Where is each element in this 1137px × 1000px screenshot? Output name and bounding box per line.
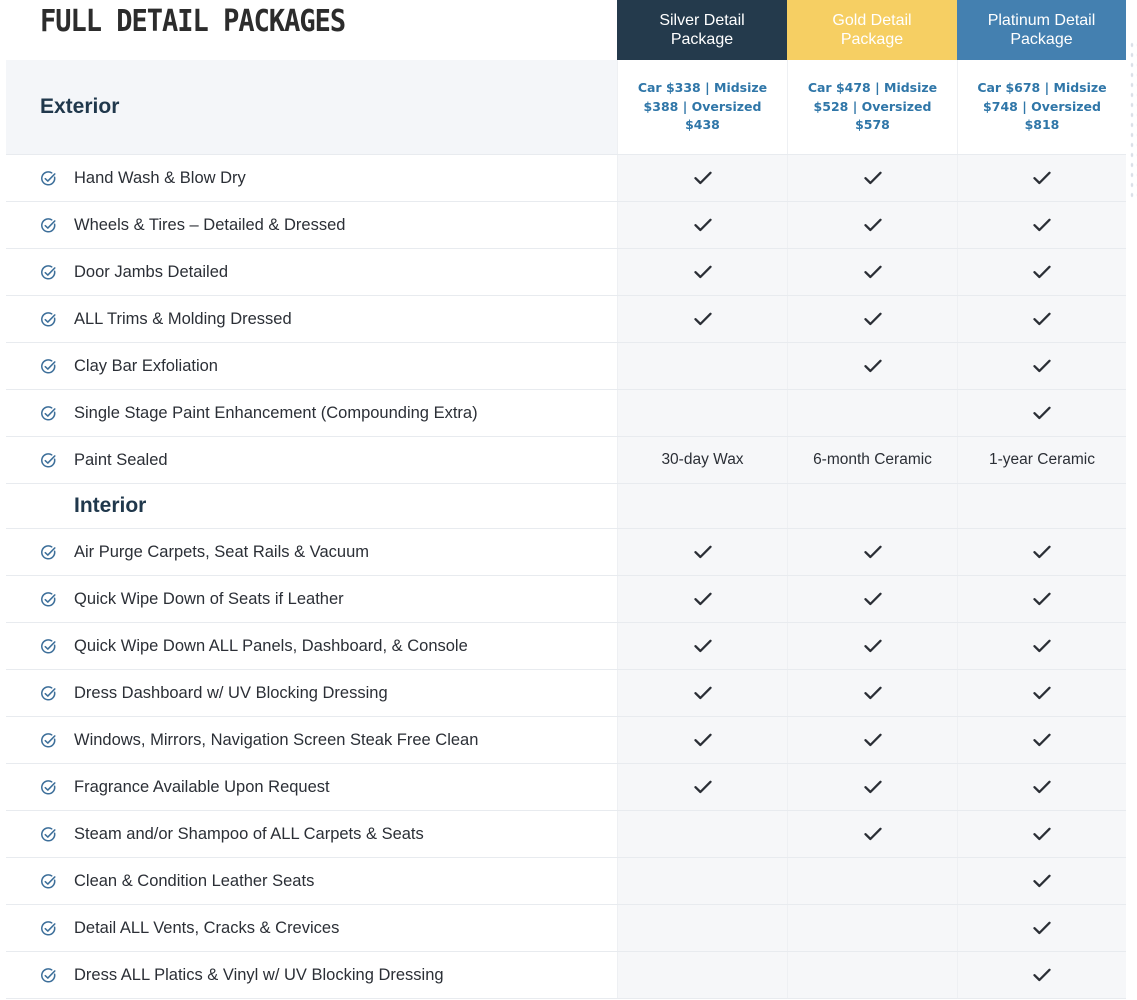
platinum-package-cell bbox=[957, 717, 1126, 763]
feature-item bbox=[40, 872, 314, 891]
gold-package-cell bbox=[787, 576, 957, 622]
interior-feature-list bbox=[6, 529, 1126, 999]
feature-cell bbox=[6, 390, 617, 436]
checkmark-icon bbox=[1033, 968, 1051, 982]
checkmark-icon bbox=[1033, 639, 1051, 653]
feature-item bbox=[40, 543, 369, 562]
circle-check-icon bbox=[40, 591, 57, 608]
gold-package-cell bbox=[787, 858, 957, 904]
exterior-feature-row bbox=[6, 390, 1126, 437]
checkmark-icon bbox=[1033, 218, 1051, 232]
gold-package-cell bbox=[787, 390, 957, 436]
feature-label: Hand Wash & Blow Dry bbox=[74, 168, 246, 187]
exterior-feature-row bbox=[6, 249, 1126, 296]
gold-package-header: Gold Detail Package bbox=[787, 0, 957, 60]
feature-label: Wheels & Tires – Detailed & Dressed bbox=[74, 215, 346, 234]
feature-cell bbox=[6, 296, 617, 342]
exterior-feature-list bbox=[6, 155, 1126, 484]
checkmark-icon bbox=[694, 592, 712, 606]
gold-package-cell bbox=[787, 952, 957, 998]
silver-package-cell bbox=[617, 623, 787, 669]
gold-package-cell bbox=[787, 437, 957, 483]
silver-package-cell bbox=[617, 764, 787, 810]
checkmark-icon bbox=[864, 312, 882, 326]
silver-package-cell bbox=[617, 343, 787, 389]
feature-label: Paint Sealed bbox=[74, 450, 168, 469]
feature-cell bbox=[6, 202, 617, 248]
gold-package-cell bbox=[787, 155, 957, 201]
checkmark-icon bbox=[694, 312, 712, 326]
exterior-feature-row bbox=[6, 437, 1126, 484]
feature-label: ALL Trims & Molding Dressed bbox=[74, 309, 292, 328]
checkmark-icon bbox=[694, 265, 712, 279]
feature-item bbox=[40, 169, 246, 188]
feature-label: Quick Wipe Down ALL Panels, Dashboard, & Console bbox=[74, 636, 468, 655]
interior-feature-row bbox=[6, 952, 1126, 999]
feature-item bbox=[40, 451, 168, 470]
platinum-package-cell bbox=[957, 576, 1126, 622]
checkmark-icon bbox=[864, 639, 882, 653]
circle-check-icon bbox=[40, 826, 57, 843]
feature-cell bbox=[6, 437, 617, 483]
checkmark-icon bbox=[694, 733, 712, 747]
gold-paint-sealant-value: 6-month Ceramic bbox=[813, 451, 932, 468]
checkmark-icon bbox=[1033, 874, 1051, 888]
checkmark-icon bbox=[1033, 545, 1051, 559]
silver-package-cell bbox=[617, 905, 787, 951]
platinum-package-cell bbox=[957, 670, 1126, 716]
gold-package-cell bbox=[787, 905, 957, 951]
checkmark-icon bbox=[864, 780, 882, 794]
feature-label: Door Jambs Detailed bbox=[74, 262, 229, 281]
checkmark-icon bbox=[864, 359, 882, 373]
exterior-heading: Exterior bbox=[40, 95, 120, 118]
platinum-package-cell bbox=[957, 249, 1126, 295]
feature-cell bbox=[6, 576, 617, 622]
feature-label: Windows, Mirrors, Navigation Screen Steak Free Clean bbox=[74, 730, 479, 749]
checkmark-icon bbox=[864, 733, 882, 747]
circle-check-icon bbox=[40, 405, 57, 422]
platinum-package-cell bbox=[957, 623, 1126, 669]
feature-label: Air Purge Carpets, Seat Rails & Vacuum bbox=[74, 542, 369, 561]
checkmark-icon bbox=[864, 827, 882, 841]
checkmark-icon bbox=[1033, 827, 1051, 841]
interior-heading: Interior bbox=[74, 494, 147, 517]
feature-item bbox=[40, 825, 424, 844]
silver-package-cell bbox=[617, 529, 787, 575]
silver-package-cell bbox=[617, 811, 787, 857]
silver-package-cell bbox=[617, 576, 787, 622]
checkmark-icon bbox=[864, 218, 882, 232]
circle-check-icon bbox=[40, 264, 57, 281]
platinum-package-cell bbox=[957, 529, 1126, 575]
feature-item bbox=[40, 590, 344, 609]
silver-package-cell bbox=[617, 155, 787, 201]
checkmark-icon bbox=[694, 218, 712, 232]
feature-item bbox=[40, 216, 345, 235]
interior-feature-row bbox=[6, 811, 1126, 858]
feature-item bbox=[40, 310, 292, 329]
feature-item bbox=[40, 263, 228, 282]
platinum-package-cell bbox=[957, 343, 1126, 389]
platinum-package-cell bbox=[957, 811, 1126, 857]
silver-package-cell bbox=[617, 202, 787, 248]
feature-cell bbox=[6, 529, 617, 575]
interior-feature-row bbox=[6, 670, 1126, 717]
feature-cell bbox=[6, 249, 617, 295]
feature-label: Clean & Condition Leather Seats bbox=[74, 871, 315, 890]
exterior-feature-row bbox=[6, 296, 1126, 343]
checkmark-icon bbox=[1033, 265, 1051, 279]
feature-label: Fragrance Available Upon Request bbox=[74, 777, 330, 796]
platinum-package-cell bbox=[957, 764, 1126, 810]
silver-package-cell bbox=[617, 390, 787, 436]
platinum-empty-cell bbox=[957, 484, 1126, 528]
feature-cell bbox=[6, 905, 617, 951]
feature-cell bbox=[6, 717, 617, 763]
silver-package-cell bbox=[617, 249, 787, 295]
silver-package-cell bbox=[617, 858, 787, 904]
exterior-feature-row bbox=[6, 343, 1126, 390]
silver-package-cell bbox=[617, 437, 787, 483]
circle-check-icon bbox=[40, 967, 57, 984]
circle-check-icon bbox=[40, 358, 57, 375]
feature-label: Steam and/or Shampoo of ALL Carpets & Seats bbox=[74, 824, 424, 843]
interior-feature-row bbox=[6, 623, 1126, 670]
gold-package-cell bbox=[787, 670, 957, 716]
gold-package-cell bbox=[787, 202, 957, 248]
gold-empty-cell bbox=[787, 484, 957, 528]
feature-item bbox=[40, 778, 330, 797]
feature-label: Quick Wipe Down of Seats if Leather bbox=[74, 589, 344, 608]
circle-check-icon bbox=[40, 170, 57, 187]
silver-package-header: Silver Detail Package bbox=[617, 0, 787, 60]
feature-label: Dress Dashboard w/ UV Blocking Dressing bbox=[74, 683, 388, 702]
circle-check-icon bbox=[40, 732, 57, 749]
gold-package-cell bbox=[787, 717, 957, 763]
checkmark-icon bbox=[1033, 406, 1051, 420]
gold-package-cell bbox=[787, 764, 957, 810]
checkmark-icon bbox=[1033, 312, 1051, 326]
feature-label: Single Stage Paint Enhancement (Compounding Extra) bbox=[74, 403, 478, 422]
feature-label: Detail ALL Vents, Cracks & Crevices bbox=[74, 918, 340, 937]
platinum-package-cell bbox=[957, 155, 1126, 201]
platinum-package-cell bbox=[957, 437, 1126, 483]
feature-cell bbox=[6, 623, 617, 669]
checkmark-icon bbox=[1033, 359, 1051, 373]
silver-empty-cell bbox=[617, 484, 787, 528]
interior-heading-cell bbox=[6, 484, 617, 528]
gold-price: Car $478 | Midsize $528 | Oversized $578 bbox=[787, 60, 957, 154]
exterior-heading-cell bbox=[6, 60, 617, 154]
gold-package-cell bbox=[787, 811, 957, 857]
platinum-price: Car $678 | Midsize $748 | Oversized $818 bbox=[957, 60, 1126, 154]
checkmark-icon bbox=[864, 265, 882, 279]
interior-feature-row bbox=[6, 858, 1126, 905]
pricing-table bbox=[6, 0, 1126, 999]
feature-item bbox=[40, 919, 339, 938]
circle-check-icon bbox=[40, 873, 57, 890]
feature-item bbox=[40, 731, 478, 750]
interior-feature-row bbox=[6, 717, 1126, 764]
exterior-feature-row bbox=[6, 155, 1126, 202]
feature-item bbox=[40, 684, 388, 703]
interior-heading-row bbox=[6, 484, 1126, 529]
checkmark-icon bbox=[694, 686, 712, 700]
feature-cell bbox=[6, 952, 617, 998]
platinum-package-cell bbox=[957, 390, 1126, 436]
circle-check-icon bbox=[40, 638, 57, 655]
gold-package-cell bbox=[787, 623, 957, 669]
silver-package-cell bbox=[617, 717, 787, 763]
checkmark-icon bbox=[694, 545, 712, 559]
checkmark-icon bbox=[1033, 686, 1051, 700]
page-title-cell bbox=[6, 0, 617, 60]
feature-item bbox=[40, 404, 478, 423]
checkmark-icon bbox=[864, 171, 882, 185]
feature-cell bbox=[6, 155, 617, 201]
platinum-package-cell bbox=[957, 202, 1126, 248]
circle-check-icon bbox=[40, 544, 57, 561]
checkmark-icon bbox=[1033, 921, 1051, 935]
gold-package-cell bbox=[787, 343, 957, 389]
feature-item bbox=[40, 357, 218, 376]
circle-check-icon bbox=[40, 685, 57, 702]
exterior-feature-row bbox=[6, 202, 1126, 249]
interior-feature-row bbox=[6, 529, 1126, 576]
feature-item bbox=[40, 966, 444, 985]
decorative-dots bbox=[1129, 40, 1137, 200]
feature-cell bbox=[6, 858, 617, 904]
checkmark-icon bbox=[694, 171, 712, 185]
checkmark-icon bbox=[864, 545, 882, 559]
platinum-package-cell bbox=[957, 905, 1126, 951]
interior-feature-row bbox=[6, 905, 1126, 952]
page-title: FULL DETAIL PACKAGES bbox=[40, 4, 346, 39]
interior-feature-row bbox=[6, 764, 1126, 811]
silver-package-cell bbox=[617, 952, 787, 998]
feature-cell bbox=[6, 670, 617, 716]
silver-package-cell bbox=[617, 670, 787, 716]
circle-check-icon bbox=[40, 779, 57, 796]
silver-paint-sealant-value: 30-day Wax bbox=[661, 451, 744, 468]
checkmark-icon bbox=[1033, 171, 1051, 185]
circle-check-icon bbox=[40, 311, 57, 328]
checkmark-icon bbox=[694, 639, 712, 653]
gold-package-cell bbox=[787, 296, 957, 342]
platinum-package-cell bbox=[957, 952, 1126, 998]
platinum-paint-sealant-value: 1-year Ceramic bbox=[989, 451, 1095, 468]
checkmark-icon bbox=[694, 780, 712, 794]
checkmark-icon bbox=[1033, 592, 1051, 606]
checkmark-icon bbox=[864, 686, 882, 700]
silver-package-cell bbox=[617, 296, 787, 342]
feature-label: Dress ALL Platics & Vinyl w/ UV Blocking Dressing bbox=[74, 965, 444, 984]
feature-item bbox=[40, 637, 468, 656]
feature-label: Clay Bar Exfoliation bbox=[74, 356, 218, 375]
gold-package-cell bbox=[787, 529, 957, 575]
feature-cell bbox=[6, 343, 617, 389]
circle-check-icon bbox=[40, 920, 57, 937]
header-row bbox=[6, 0, 1126, 60]
silver-price: Car $338 | Midsize $388 | Oversized $438 bbox=[617, 60, 787, 154]
price-row bbox=[6, 60, 1126, 155]
feature-cell bbox=[6, 764, 617, 810]
feature-cell bbox=[6, 811, 617, 857]
circle-check-icon bbox=[40, 217, 57, 234]
checkmark-icon bbox=[1033, 733, 1051, 747]
gold-package-cell bbox=[787, 249, 957, 295]
platinum-package-cell bbox=[957, 858, 1126, 904]
circle-check-icon bbox=[40, 452, 57, 469]
platinum-package-cell bbox=[957, 296, 1126, 342]
platinum-package-header: Platinum Detail Package bbox=[957, 0, 1126, 60]
checkmark-icon bbox=[864, 592, 882, 606]
checkmark-icon bbox=[1033, 780, 1051, 794]
interior-feature-row bbox=[6, 576, 1126, 623]
